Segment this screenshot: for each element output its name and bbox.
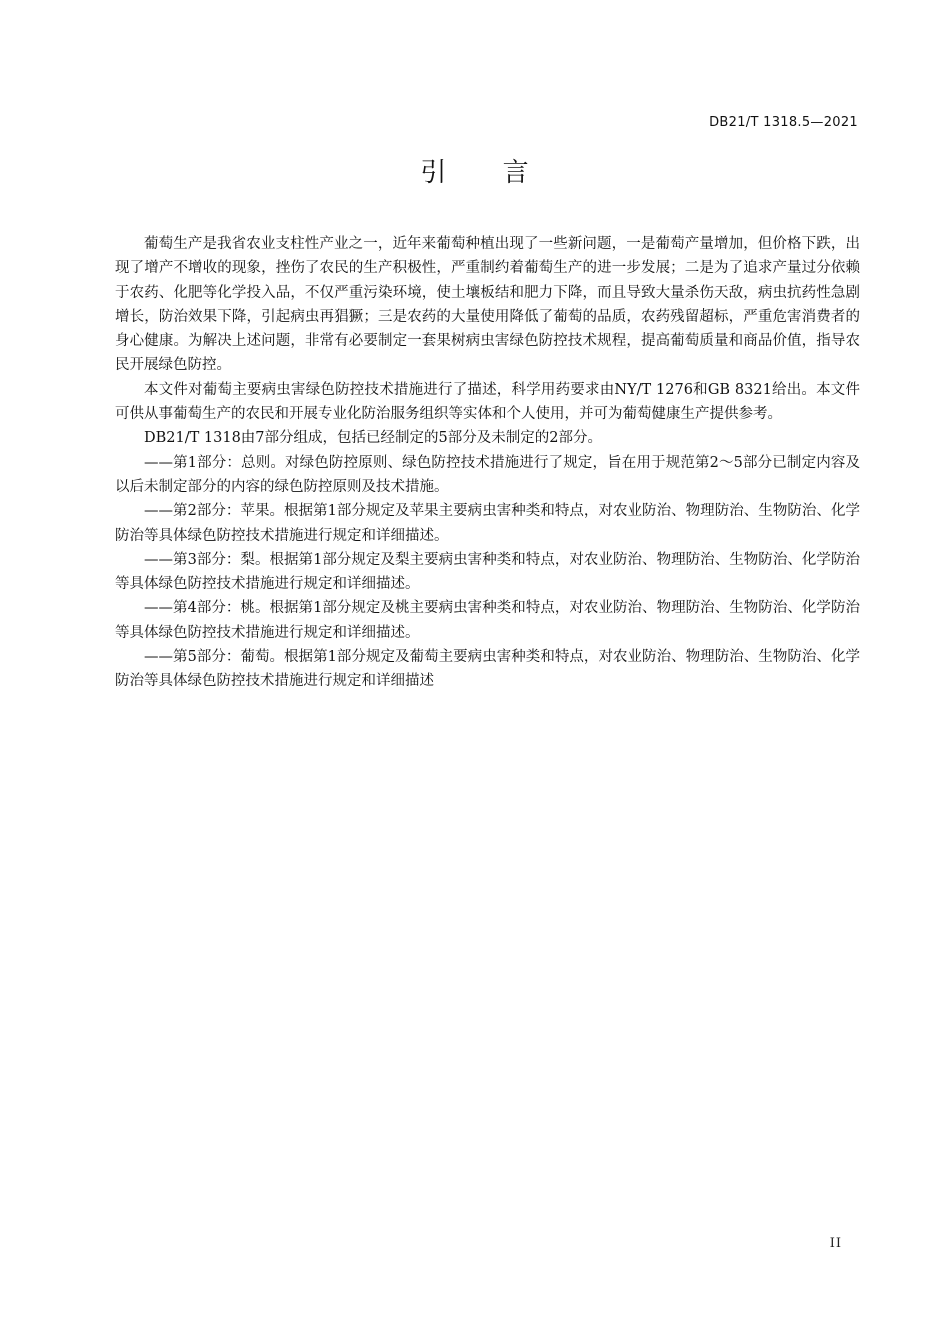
paragraph-background: 葡萄生产是我省农业支柱性产业之一，近年来葡萄种植出现了一些新问题，一是葡萄产量增加，但价格下跌，出现了增产不增收的现象，挫伤了农民的生产积极性，严重制约着葡萄生产的进一步发展；二是为了追求产量过分依赖于农药、化肥等化学投入品，不仅严重污染环境，使土壤板结和肥力下降，而且导致大量杀伤天敌，病虫抗药性急剧增长，防治效果下降，引起病虫再猖獗；三是农药的大量使用降低了葡萄的品质，农药残留超标，严重危害消费者的身心健康。为解决上述问题，非常有必要制定一套果树病虫害绿色防控技术规程，提高葡萄质量和商品价值，指导农民开展绿色防控。 <box>115 236 860 374</box>
section-title: 引 言 <box>420 158 530 188</box>
paragraph-scope: 本文件对葡萄主要病虫害绿色防控技术措施进行了描述，科学用药要求由NY/T 1276和GB 8321给出。本文件可供从事葡萄生产的农民和开展专业化防治服务组织等实体和个人使用，并可为葡萄健康生产提供参考。 <box>115 381 860 423</box>
section-body <box>115 232 860 694</box>
list-item-part-1: ——第1部分：总则。对绿色防控原则、绿色防控技术措施进行了规定，旨在用于规范第2～5部分已制定内容及以后未制定部分的内容的绿色防控原则及技术措施。 <box>115 454 861 495</box>
list-item-part-4: ——第4部分：桃。根据第1部分规定及桃主要病虫害种类和特点，对农业防治、物理防治、生物防治、化学防治等具体绿色防控技术措施进行规定和详细描述。 <box>115 600 860 641</box>
list-item-part-3: ——第3部分：梨。根据第1部分规定及梨主要病虫害种类和特点，对农业防治、物理防治、生物防治、化学防治等具体绿色防控技术措施进行规定和详细描述。 <box>115 551 860 593</box>
page-number: II <box>829 1236 842 1251</box>
document-code: DB21/T 1318.5—2021 <box>709 115 858 130</box>
list-item-part-2: ——第2部分：苹果。根据第1部分规定及苹果主要病虫害种类和特点，对农业防治、物理防治、生物防治、化学防治等具体绿色防控技术措施进行规定和详细描述。 <box>115 503 860 544</box>
paragraph-structure: DB21/T 1318由7部分组成，包括已经制定的5部分及未制定的2部分。 <box>144 430 602 447</box>
list-item-part-5: ——第5部分：葡萄。根据第1部分规定及葡萄主要病虫害种类和特点，对农业防治、物理防治、生物防治、化学防治等具体绿色防控技术措施进行规定和详细描述 <box>115 649 860 690</box>
